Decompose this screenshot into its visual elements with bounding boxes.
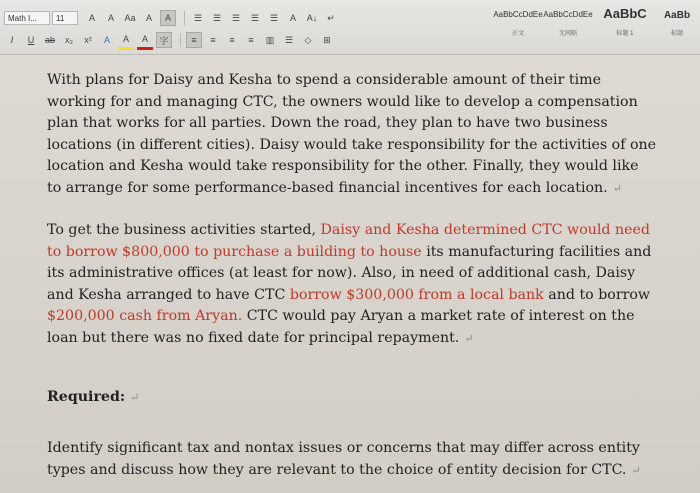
style-no-spacing[interactable] [543, 4, 593, 46]
style-preview: AaBbCcDdEe [493, 10, 543, 19]
clear-format-button[interactable]: A [145, 13, 152, 23]
show-marks-button[interactable]: ↵ [327, 12, 335, 23]
ribbon-row-format [4, 30, 338, 50]
multilevel-list-button[interactable]: ☰ [231, 12, 241, 23]
paragraph-mark: ↵ [464, 331, 474, 345]
paragraph-1-text: With plans for Daisy and Kesha to spend a considerable amount of their time working for and managing CTC, the owners would like to develop a compensation plan that works for all parties. Down the road, they plan to have two business locations (in different cities). Daisy would take responsibility for the activities of one location and Kesha would take responsibility for the other. Finally, they would like to arrange for some performance-based financial incentives for each location. [47, 72, 657, 196]
superscript-button[interactable]: x² [84, 35, 92, 45]
required-heading [47, 387, 657, 409]
style-name: 标题 1 [616, 31, 634, 37]
paragraph-mark: ↵ [612, 181, 622, 195]
p2-text: CTC would pay Aryan a market rate of interest on the loan but there was no fixed date for principal repayment. [47, 308, 635, 346]
style-heading-1[interactable] [593, 4, 657, 46]
styles-gallery [493, 4, 697, 46]
p2-highlight-aryan-loan: $200,000 cash from Aryan. [47, 308, 243, 324]
font-size-field[interactable]: 11 [52, 11, 78, 25]
justify-button[interactable]: ≡ [248, 35, 254, 45]
grow-font-button[interactable]: A [88, 13, 95, 23]
divider [184, 11, 185, 25]
paragraph-3-text: Identify significant tax and nontax issues or concerns that may differ across entity types and discuss how they are relevant to the choice of entity decision for CTC. [47, 440, 640, 478]
font-color-button[interactable]: A [137, 31, 153, 50]
divider [180, 33, 181, 47]
char-shading-button[interactable]: 字 [156, 32, 172, 48]
line-spacing-button[interactable]: ☰ [284, 34, 294, 45]
style-name: 标题 [670, 31, 683, 37]
shrink-font-button[interactable]: A [107, 13, 114, 23]
paragraph-2 [47, 220, 657, 349]
increase-indent-button[interactable]: ☰ [269, 12, 279, 23]
align-center-button[interactable]: ≡ [210, 35, 216, 45]
paragraph-3 [47, 438, 657, 481]
required-label: Required: [47, 389, 126, 405]
ribbon-toolbar [0, 0, 700, 55]
paragraph-mark: ↵ [631, 463, 641, 477]
style-preview: AaBbC [603, 6, 647, 21]
subscript-button[interactable]: x₂ [65, 35, 73, 45]
align-right-button[interactable]: ≡ [229, 35, 235, 45]
style-name: 正文 [511, 31, 524, 37]
numbering-button[interactable]: ☰ [212, 12, 222, 23]
style-name: 无间隔 [558, 31, 577, 37]
underline-button[interactable]: U [27, 35, 35, 45]
p2-highlight-borrow-800k: Daisy and Kesha determined CTC would need to borrow $800,000 to purchase a building to house [47, 222, 651, 260]
document-page[interactable] [0, 55, 700, 493]
paragraph-1 [47, 70, 657, 199]
style-title[interactable] [657, 4, 697, 46]
style-normal[interactable] [493, 4, 543, 46]
decrease-indent-button[interactable]: ☰ [250, 12, 260, 23]
font-name-field[interactable]: Math I... [4, 11, 50, 25]
align-left-button[interactable]: ≡ [186, 32, 202, 48]
shading-button[interactable]: ◇ [304, 34, 312, 45]
p2-highlight-bank-loan: borrow $300,000 from a local bank [289, 286, 544, 303]
char-border-button[interactable]: A [160, 10, 176, 26]
borders-button[interactable]: ⊞ [323, 34, 331, 45]
style-preview: AaBb [663, 10, 691, 21]
change-case-button[interactable]: Aa [124, 13, 136, 23]
distribute-button[interactable]: ▥ [265, 34, 275, 45]
ribbon-row-font [4, 8, 342, 28]
sort-button[interactable]: A↓ [306, 13, 318, 23]
p2-text: and to borrow [543, 286, 651, 303]
italic-button[interactable]: I [10, 35, 14, 45]
chinese-layout-button[interactable]: A [289, 13, 296, 23]
paragraph-mark: ↵ [130, 391, 140, 404]
bullets-button[interactable]: ☰ [193, 12, 203, 23]
style-preview: AaBbCcDdEe [543, 10, 593, 19]
p2-text: To get the business activities started, [47, 222, 321, 238]
text-effects-button[interactable]: A [103, 35, 110, 45]
p2-text: its manufacturing facilities and its administrative offices (at least for now). Also, in need of additional cash, Daisy and Kesha arranged to have CTC [47, 243, 652, 303]
strikethrough-button[interactable]: ab [44, 35, 55, 45]
highlight-color-button[interactable]: A [118, 31, 134, 50]
